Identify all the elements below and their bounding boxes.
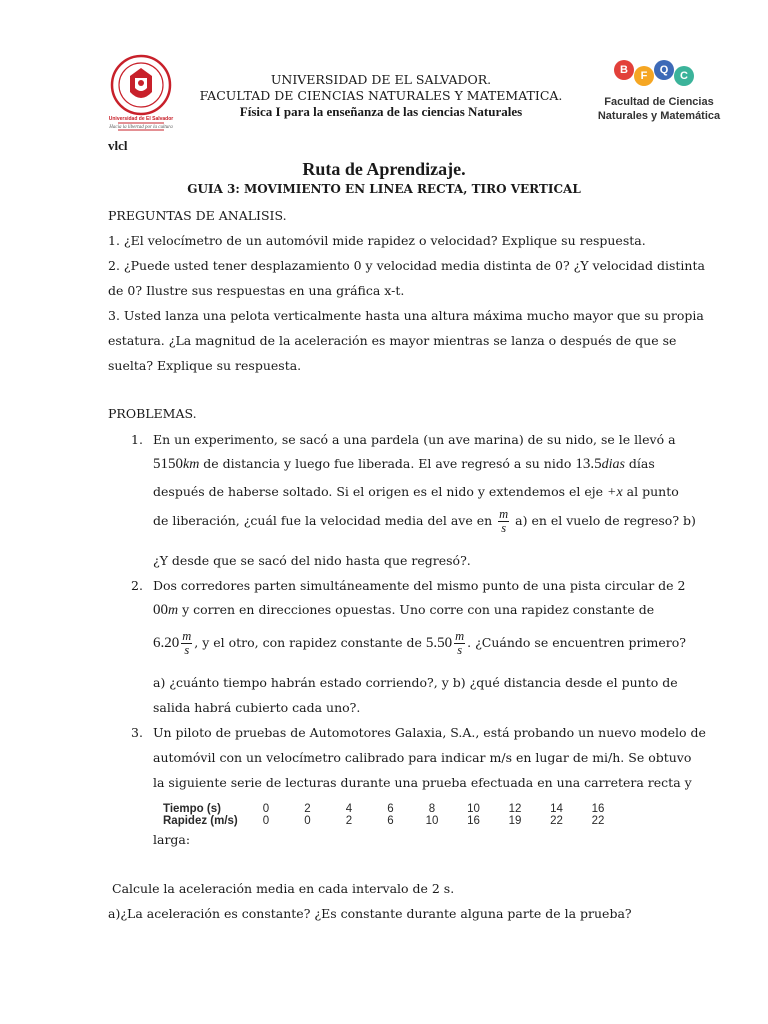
analysis-q2-line2: de 0? Ilustre sus respuestas en una gráfica x-t.: [108, 283, 405, 298]
course-name: Física I para la enseñanza de las ciencias Naturales: [239, 104, 523, 119]
faculty-logo-tile: B: [614, 60, 634, 80]
faculty-logo: [596, 58, 722, 128]
time-cell: 16: [591, 803, 605, 815]
faculty-logo-line2: Naturales y Matemática: [597, 110, 721, 122]
problem-2-line5: salida habrá cubierto cada uno?.: [153, 700, 361, 715]
analysis-q3-line3: suelta? Explique su respuesta.: [108, 358, 302, 373]
page-title: Ruta de Aprendizaje.: [302, 159, 466, 179]
problem-3-line2: automóvil con un velocímetro calibrado para indicar m/s en lugar de mi/h. Se obtuvo: [153, 750, 692, 765]
time-cell: 10: [467, 803, 480, 815]
seal-caption: Universidad de El Salvador: [108, 116, 174, 122]
problem-2-line1: Dos corredores parten simultáneamente del mismo punto de una pista circular de 2: [153, 578, 686, 593]
time-cell: 14: [550, 803, 563, 815]
axis-symbol: +x: [607, 485, 623, 500]
time-cell: 4: [345, 803, 353, 815]
track-length-unit: m: [168, 603, 179, 618]
time-cell: 0: [262, 803, 270, 815]
analysis-q1: 1. ¿El velocímetro de un automóvil mide rapidez o velocidad? Explique su respuesta.: [108, 233, 646, 248]
problem-3-line4: larga:: [153, 832, 191, 847]
track-length-value: 00: [153, 602, 168, 618]
speed-cell: 10: [425, 815, 439, 827]
problem-2-number: 2.: [131, 578, 143, 593]
distance-unit: km: [183, 457, 200, 472]
problem-2-line4: a) ¿cuánto tiempo habrán estado corriendo?, y b) ¿qué distancia desde el punto de: [153, 675, 678, 690]
distance-value: 5150: [153, 456, 183, 472]
speed-cell: 16: [467, 815, 480, 827]
speed-cell: 0: [262, 815, 270, 827]
faculty-logo-tile: Q: [654, 60, 674, 80]
speed-cell: 0: [304, 815, 311, 827]
analysis-q2-line1: 2. ¿Puede usted tener desplazamiento 0 y velocidad media distinta de 0? ¿Y velocidad distinta: [108, 258, 705, 273]
unit-fraction: $\frac{m}{s}$: [499, 507, 509, 535]
problem-2-line2: 00m y corren en direcciones opuestas. Uno corre con una rapidez constante de: [153, 602, 655, 618]
faculty-logo-tiles: [614, 60, 694, 88]
faculty-logo-line1: Facultad de Ciencias: [604, 96, 714, 108]
speed-cell: 22: [550, 815, 563, 827]
speed-2-unit: $\frac{m}{s}$: [455, 629, 465, 657]
days-value: 13.5: [575, 456, 602, 472]
time-cell: 2: [304, 803, 311, 815]
analysis-q3-line2: estatura. ¿La magnitud de la aceleración es mayor mientras se lanza o después de que se: [108, 333, 677, 348]
days-unit: dias: [601, 457, 625, 472]
problem-1-line4: de liberación, ¿cuál fue la velocidad media del ave en $\frac{m}{s}$ a) en el vuelo de regreso? b): [153, 507, 696, 535]
problem-3-line1: Un piloto de pruebas de Automotores Galaxia, S.A., está probando un nuevo modelo de: [153, 725, 706, 740]
problem-3-line3: la siguiente serie de lecturas durante una prueba efectuada en una carretera recta y: [153, 775, 692, 790]
analysis-q3-line1: 3. Usted lanza una pelota verticalmente hasta una altura máxima mucho mayor que su propia: [108, 308, 704, 323]
problem-3-number: 3.: [131, 725, 143, 740]
seal-motto: Hacia la libertad por la cultura: [109, 125, 173, 130]
time-cell: 8: [428, 803, 436, 815]
time-label: Tiempo (s): [163, 803, 221, 815]
university-name: UNIVERSIDAD DE EL SALVADOR.: [270, 72, 492, 87]
problem-1-line2: 5150km de distancia y luego fue liberada. El ave regresó a su nido 13.5dias días: [153, 456, 655, 472]
analysis-heading: PREGUNTAS DE ANALISIS.: [108, 208, 287, 223]
problems-heading: PROBLEMAS.: [108, 406, 197, 421]
speed-cell: 19: [508, 815, 522, 827]
faculty-logo-tile: F: [634, 66, 654, 86]
page-subtitle: GUIA 3: MOVIMIENTO EN LINEA RECTA, TIRO VERTICAL: [187, 182, 581, 196]
problem-1-number: 1.: [131, 432, 143, 447]
time-cell: 12: [508, 803, 522, 815]
faculty-name: FACULTAD DE CIENCIAS NATURALES Y MATEMATICA.: [199, 88, 563, 103]
author-initials: vlcl: [108, 138, 128, 153]
speed-label: Rapidez (m/s): [163, 815, 238, 827]
faculty-logo-tile: C: [674, 66, 694, 86]
speed-1-unit: $\frac{m}{s}$: [182, 629, 192, 657]
speed-cell: 22: [591, 815, 605, 827]
speed-1-value: 6.20: [153, 635, 180, 651]
problem-1-line5: ¿Y desde que se sacó del nido hasta que regresó?.: [153, 553, 471, 568]
calc-instruction: Calcule la aceleración media en cada intervalo de 2 s.: [112, 881, 455, 896]
problem-2-line3: 6.20 $\frac{m}{s}$ , y el otro, con rapidez constante de 5.50 $\frac{m}{s}$ . ¿Cuándo se encuentren primero?: [153, 629, 686, 657]
question-a: a)¿La aceleración es constante? ¿Es constante durante alguna parte de la prueba?: [108, 906, 632, 921]
time-cell: 6: [387, 803, 394, 815]
speed-2-value: 5.50: [425, 635, 453, 651]
problem-1-line1: En un experimento, se sacó a una pardela (un ave marina) de su nido, se le llevó a: [153, 432, 676, 447]
speed-cell: 2: [345, 815, 353, 827]
problem-1-line3: después de haberse soltado. Si el origen es el nido y extendemos el eje +x al punto: [153, 484, 679, 500]
speed-cell: 6: [387, 815, 394, 827]
